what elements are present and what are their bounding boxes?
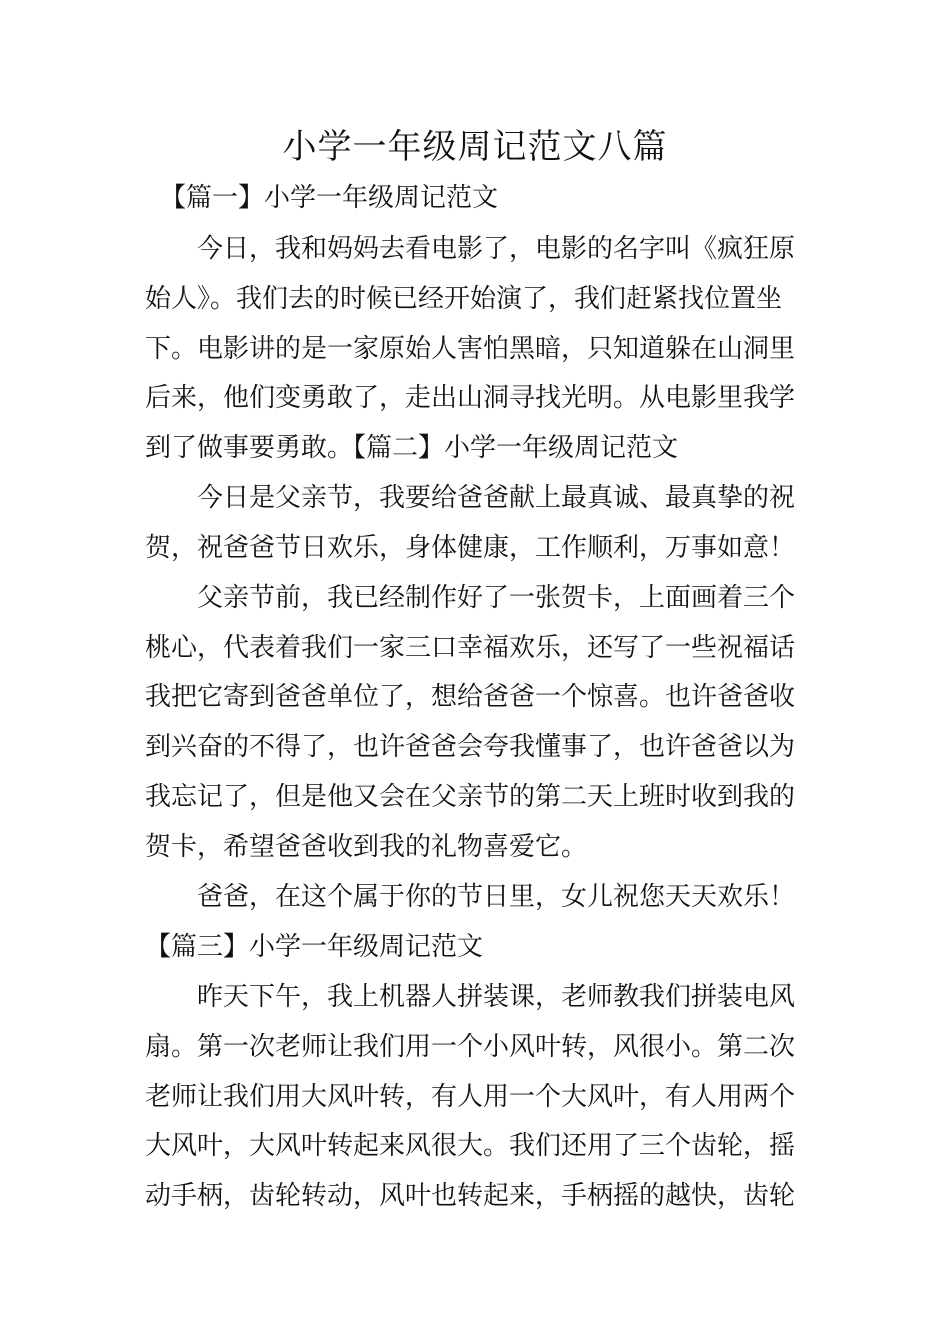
section-heading-1: 【篇一】小学一年级周记范文 (160, 183, 499, 213)
paragraph-line: 大风叶，大风叶转起来风很大。我们还用了三个齿轮，摇 (145, 1131, 796, 1161)
paragraph-line: 到兴奋的不得了，也许爸爸会夸我懂事了，也许爸爸以为 (145, 732, 796, 762)
paragraph-line: 到了做事要勇敢。【篇二】小学一年级周记范文 (145, 433, 679, 463)
paragraph-line: 父亲节前，我已经制作好了一张贺卡，上面画着三个 (197, 583, 796, 613)
section-heading-3: 【篇三】小学一年级周记范文 (145, 932, 484, 962)
paragraph-line: 我把它寄到爸爸单位了，想给爸爸一个惊喜。也许爸爸收 (145, 682, 796, 712)
paragraph-line: 贺卡，希望爸爸收到我的礼物喜爱它。 (145, 832, 588, 862)
paragraph-line: 今日，我和妈妈去看电影了，电影的名字叫《疯狂原 (197, 234, 796, 264)
paragraph-line: 昨天下午，我上机器人拼装课，老师教我们拼装电风 (197, 982, 796, 1012)
paragraph-line: 贺，祝爸爸节日欢乐，身体健康，工作顺利，万事如意！ (145, 533, 796, 563)
paragraph-line: 我忘记了，但是他又会在父亲节的第二天上班时收到我的 (145, 782, 796, 812)
paragraph-line: 扇。第一次老师让我们用一个小风叶转，风很小。第二次 (145, 1032, 796, 1062)
paragraph-line: 今日是父亲节，我要给爸爸献上最真诚、最真挚的祝 (197, 483, 796, 513)
paragraph-line: 爸爸，在这个属于你的节日里，女儿祝您天天欢乐！ (197, 882, 796, 912)
paragraph-line: 下。电影讲的是一家原始人害怕黑暗，只知道躲在山洞里 (145, 334, 796, 364)
paragraph-line: 后来，他们变勇敢了，走出山洞寻找光明。从电影里我学 (145, 383, 796, 413)
paragraph-line: 桃心，代表着我们一家三口幸福欢乐，还写了一些祝福话 (145, 633, 796, 663)
paragraph-line: 动手柄，齿轮转动，风叶也转起来，手柄摇的越快，齿轮 (145, 1181, 796, 1211)
document-title: 小学一年级周记范文八篇 (282, 127, 668, 167)
paragraph-line: 老师让我们用大风叶转，有人用一个大风叶，有人用两个 (145, 1082, 796, 1112)
paragraph-line: 始人》。我们去的时候已经开始演了，我们赶紧找位置坐 (145, 284, 783, 314)
